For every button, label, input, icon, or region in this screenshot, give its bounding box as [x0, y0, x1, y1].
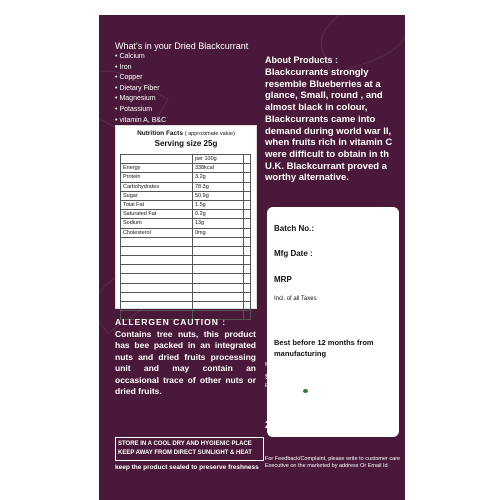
best-before: Best before 12 months from manufacturing — [274, 338, 374, 358]
manufacturer-email: Email :- sgnutritionofficial@gmail.com — [265, 383, 349, 389]
nutrient-name: Saturated Fat — [121, 210, 193, 219]
table-row — [121, 228, 251, 237]
manufacturer-name: Surbhi Garg Nutrition Center — [265, 374, 361, 381]
table-row — [121, 173, 251, 182]
leaf-icon — [303, 389, 308, 393]
table-row — [121, 292, 251, 301]
storage-line: KEEP AWAY FROM DIRECT SUNLIGHT & HEAT — [118, 450, 252, 456]
table-row — [121, 155, 251, 164]
nutrient-name: Total Fat — [121, 200, 193, 209]
nutrient-name: Cholesterol — [121, 228, 193, 237]
nutrient-value: 0mg — [193, 228, 244, 237]
nutrient-value: 3.2g — [193, 173, 244, 182]
table-row — [121, 191, 251, 200]
storage-line: STORE IN A COOL DRY AND HYGIENIC PLACE — [118, 441, 252, 447]
nutrient-name: Protein — [121, 173, 193, 182]
nutrition-facts-box — [115, 125, 257, 309]
allergen-text: Contains tree nuts, this product has bee packed in an integrated nuts and dried fruits processing unit and may contain an occasional trace of other nuts or dried fruits. — [115, 329, 256, 397]
batch-no-label: Batch No.: — [274, 224, 314, 233]
nutrition-table — [120, 154, 251, 320]
nutrient-value: 50.9g — [193, 191, 244, 200]
table-row — [121, 164, 251, 173]
manufacturer-line: Manufactured & Marketed by : — [265, 362, 339, 368]
table-row — [121, 246, 251, 255]
nutrition-title-text: Nutrition Facts — [137, 130, 183, 137]
table-row — [121, 219, 251, 228]
tax-note: Incl. of all Taxes — [274, 296, 317, 302]
nutrient-name: Sodium — [121, 219, 193, 228]
fssai-logo — [276, 395, 320, 410]
about-text: Blackcurrants strongly resemble Blueberries at a glance, Small, round , and almost black in colour, Blackcurrants came into demand during world war II, when fruits rich in vitamin C were difficult to obtain in th U.K. Blackcurrant proved a worthy alternative. — [265, 67, 393, 184]
storage-box — [115, 437, 264, 461]
table-row — [121, 274, 251, 283]
list-item: • vitamin A, B&C — [115, 116, 166, 127]
fssai-license-number: 23324998001208 — [265, 420, 343, 431]
serving-size: Serving size 25g — [154, 139, 218, 148]
nutrient-value: 0.2g — [193, 210, 244, 219]
mrp-label: MRP — [274, 275, 292, 284]
list-item: • Copper — [115, 73, 166, 84]
nutrition-title — [116, 126, 256, 137]
table-row — [121, 265, 251, 274]
manufacturer-info — [265, 362, 403, 389]
list-item: • Potassium — [115, 105, 166, 116]
ingredients-list — [115, 52, 166, 126]
feedback-note: For Feedback/Complaint, please write to customer care Executive on the marketed by address Or Email Id — [265, 456, 401, 470]
about-title: About Products : — [265, 55, 338, 65]
list-item: • Calcium — [115, 52, 166, 63]
sealed-note: keep the product sealed to preserve freshness — [115, 464, 259, 471]
fssai-logo-text: fssai — [276, 395, 308, 409]
list-item: • Magnesium — [115, 94, 166, 105]
nutrient-value: 338kcal — [193, 164, 244, 173]
mfg-date-label: Mfg Date : — [274, 249, 313, 258]
table-row — [121, 200, 251, 209]
nutrient-value: 13g — [193, 219, 244, 228]
table-row — [121, 256, 251, 265]
table-row — [121, 283, 251, 292]
nutrient-name: Sugar — [121, 191, 193, 200]
table-row — [121, 302, 251, 311]
label-panel — [99, 15, 405, 500]
allergen-title: ALLERGEN CAUTION : — [115, 317, 227, 327]
nutrition-title-note: ( approximate value) — [184, 131, 235, 137]
nutrient-value: 78.3g — [193, 182, 244, 191]
table-row — [121, 182, 251, 191]
per-header: per 100g — [193, 155, 244, 164]
table-row — [121, 237, 251, 246]
table-row — [121, 210, 251, 219]
list-item: • Iron — [115, 63, 166, 74]
list-item: • Dietary Fiber — [115, 84, 166, 95]
ingredients-title: What's in your Dried Blackcurrant — [115, 41, 249, 51]
nutrient-value: 1.5g — [193, 200, 244, 209]
nutrient-name: Energy — [121, 164, 193, 173]
nutrient-name: Carbohydrates — [121, 182, 193, 191]
